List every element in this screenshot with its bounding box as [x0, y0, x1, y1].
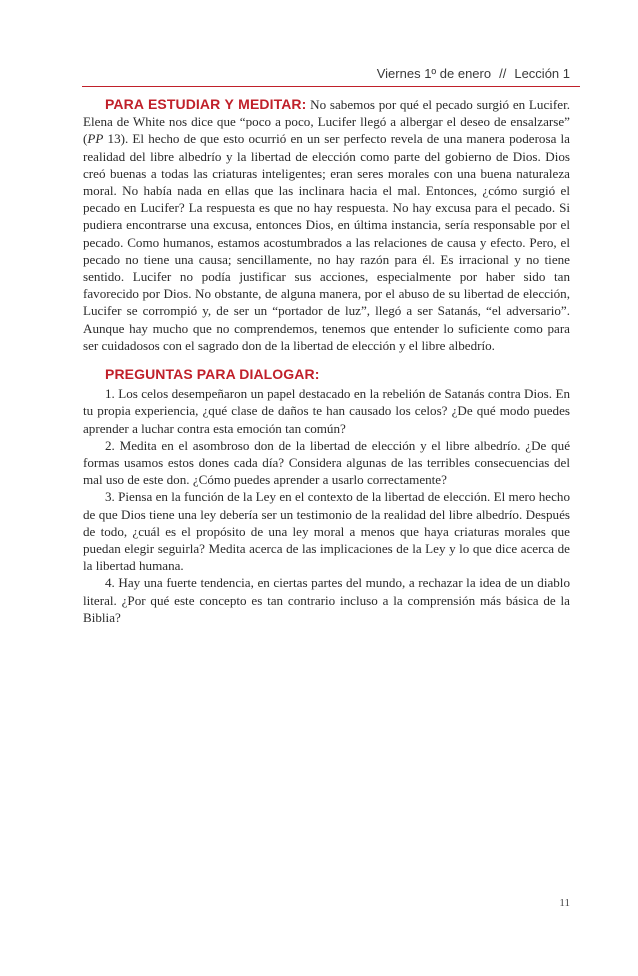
question-3: 3. Piensa en la función de la Ley en el contexto de la libertad de elección. El mero hecho de que Dios tiene una ley debería ser un testimonio de la realidad del libre albedrío. Después de todo, ¿cuál es el propósito de una ley moral a menos que haya criaturas morales que puedan elegir seguirla? Medita acerca de las implicaciones de la Ley y lo que dice acerca de la libertad humana. — [83, 489, 570, 574]
study-intro: No sabemos por qué el pecado surgió en Lucifer. Elena de White nos dice que “poco a poco, Lucifer llegó a albergar el deseo de ensalzarse” ( — [83, 97, 571, 147]
header-rule — [82, 86, 580, 87]
study-heading: PARA ESTUDIAR Y MEDITAR: — [105, 96, 307, 112]
source-reference: PP — [87, 131, 104, 147]
question-4: 4. Hay una fuerte tendencia, en ciertas partes del mundo, a rechazar la idea de un diablo literal. ¿Por qué este concepto es tan contrario incluso a la comprensión más básica de la Biblia? — [83, 575, 570, 625]
header-separator: // — [499, 66, 507, 81]
header-date: Viernes 1º de enero — [376, 66, 492, 81]
running-header — [340, 66, 570, 81]
page-body — [83, 96, 570, 626]
study-paragraph — [83, 96, 570, 354]
page-number: 11 — [559, 897, 570, 909]
header-lesson: Lección 1 — [514, 66, 570, 81]
question-1: 1. Los celos desempeñaron un papel destacado en la rebelión de Satanás contra Dios. En tu propia experiencia, ¿qué clase de daños te han causado los celos? ¿De qué modo puedes aprender a luchar contra esta emoción tan común? — [83, 386, 570, 436]
discussion-heading: PREGUNTAS PARA DIALOGAR: — [105, 366, 320, 383]
question-2: 2. Medita en el asombroso don de la libertad de elección y el libre albedrío. ¿De qué formas usamos estos dones cada día? Considera algunas de las terribles consecuencias del mal uso de este don. ¿Cómo puedes aprender a usarlo correctamente? — [83, 437, 570, 488]
study-text: 13). El hecho de que esto ocurrió en un ser perfecto revela de una manera poderosa la realidad del libre albedrío y la libertad de elección como parte del gobierno de Dios. Dios creó buenas a todas las criaturas inteligentes; eran seres morales con una buena naturaleza moral. No había nada en ellas que las inclinara hacia el mal. Entonces, ¿cómo surgió el pecado en Lucifer? La respuesta es que no hay respuesta. No hay excusa para el pecado. Si pudiera encontrarse una excusa, entonces Dios, en última instancia, sería responsable por el pecado. Como humanos, estamos acostumbrados a las relaciones de causa y efecto. Pero, el pecado no tiene una causa; sencillamente, no hay razón para él. Es irracional y no tiene sentido. Lucifer no podía justificar sus acciones, especialmente por haber sido tan favorecido por Dios. No obstante, de alguna manera, por el abuso de su libertad de elección, Lucifer se corrompió y, de ser un “portador de luz”, llegó a ser Satanás, “el adversario”. Aunque hay mucho que no comprendemos, tenemos que entender lo suficiente como para ser cuidadosos con el sagrado don de la libertad de elección y el libre albedrío. — [83, 131, 570, 353]
discussion-heading-line — [83, 366, 570, 383]
